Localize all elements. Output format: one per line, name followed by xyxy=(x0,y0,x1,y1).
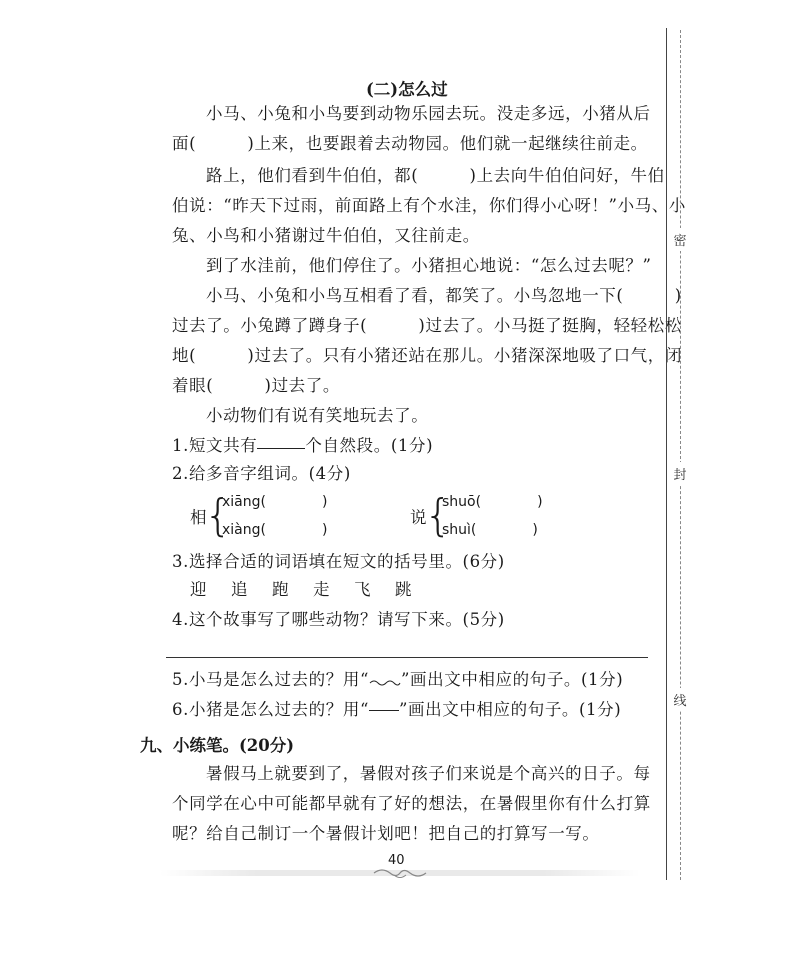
binding-label-xian: 线 xyxy=(672,688,688,711)
question-2: 2.给多音字组词。(4分) xyxy=(172,464,351,483)
passage-line: 伯说：“昨天下过雨，前面路上有个水洼，你们得小心呀！”小马、小 xyxy=(172,196,686,215)
ornament-icon xyxy=(372,866,428,880)
question-5: 5.小马是怎么过去的？用“ ”画出文中相应的句子。(1分) xyxy=(172,670,624,689)
passage-line: 路上，他们看到牛伯伯，都( )上去向牛伯伯问好，牛伯 xyxy=(206,166,665,185)
binding-label-mi: 密 xyxy=(672,228,688,251)
worksheet-page: (二)怎么过 小马、小兔和小鸟要到动物乐园去玩。没走多远，小猪从后 面( )上来，也要跟着去动物园。他们就一起继续往前走。 路上，他们看到牛伯伯，都( )上去向牛伯伯问好，牛伯 伯说：“昨天下过雨，前面路上有个水洼，你们得小心呀！”小马、小 兔、小鸟和小猪谢过牛伯伯，又往前走。 到了水洼前，他们停住了。小猪担心地说：“怎么过去呢？” 小马、小兔和小鸟互相看了看，都笑了。小鸟忽地一下( ) 过去了。小兔蹲了蹲身子( )过去了。小马挺了挺胸，轻轻松松 地( )过去了。只有小猪还站在那儿。小猪深深地吸了口气，闭 着眼( )过去了。 小动物们有说有笑地玩去了。 1.短文共有 个自然段。(1分) 2.给多音字组词。(4分) 相 { xiāng( ) xiàng( ) 说 { shuō( ) shuì( ) 3.选择合适的词语填在短文的括号里。(6分) 迎 追 跑 走 飞 跳 4.这个故事写了哪些动物？请写下来。(5分) 5.小马是怎么过去的？用“ ”画出文中相应的句子。(1分) 6.小猪是怎么过去的？用“ ”画出文中相应的句子。(1分) 九、小练笔。(20分) 暑假马上就要到了，暑假对孩子们来说是个高兴的日子。每 个同学在心中可能都早就有了好的想法，在暑假里你有什么打算 呢？给自己制订一个暑假计划吧！把自己的打算写一写。 密 封 线 40 xyxy=(0,0,800,977)
pinyin-shui[interactable]: shuì( ) xyxy=(442,522,538,538)
brace-icon: { xyxy=(424,490,452,541)
binding-label-feng: 封 xyxy=(672,462,688,485)
question-4: 4.这个故事写了哪些动物？请写下来。(5分) xyxy=(172,610,505,629)
passage-line: 过去了。小兔蹲了蹲身子( )过去了。小马挺了挺胸，轻轻松松 xyxy=(172,316,682,335)
passage-line: 小马、小兔和小鸟要到动物乐园去玩。没走多远，小猪从后 xyxy=(206,104,651,123)
writing-prompt-line: 呢？给自己制订一个暑假计划吧！把自己的打算写一写。 xyxy=(172,824,600,843)
passage-line: 着眼( )过去了。 xyxy=(172,376,340,395)
pinyin-xiang-1[interactable]: xiāng( ) xyxy=(222,494,328,510)
writing-prompt-line: 暑假马上就要到了，暑假对孩子们来说是个高兴的日子。每 xyxy=(206,764,651,783)
page-number: 40 xyxy=(388,853,405,868)
passage-line: 小动物们有说有笑地玩去了。 xyxy=(206,406,429,425)
word-choices: 迎 追 跑 走 飞 跳 xyxy=(190,580,416,599)
answer-line[interactable] xyxy=(166,657,648,658)
question-6: 6.小猪是怎么过去的？用“ ”画出文中相应的句子。(1分) xyxy=(172,700,622,719)
writing-prompt-line: 个同学在心中可能都早就有了好的想法，在暑假里你有什么打算 xyxy=(172,794,651,813)
polyphone-char-xiang: 相 xyxy=(190,508,207,527)
wavy-line-icon xyxy=(369,679,401,687)
question-1: 1.短文共有 个自然段。(1分) xyxy=(172,436,434,455)
binding-line-dashed xyxy=(680,30,681,880)
section-9-heading: 九、小练笔。(20分) xyxy=(140,736,295,755)
question-3: 3.选择合适的词语填在短文的括号里。(6分) xyxy=(172,552,505,571)
binding-line-solid xyxy=(666,28,667,880)
passage-line: 面( )上来，也要跟着去动物园。他们就一起继续往前走。 xyxy=(172,134,648,153)
pinyin-xiang-2[interactable]: xiàng( ) xyxy=(222,522,328,538)
passage-line: 地( )过去了。只有小猪还站在那儿。小猪深深地吸了口气，闭 xyxy=(172,346,682,365)
pinyin-shuo[interactable]: shuō( ) xyxy=(442,494,543,510)
brace-icon: { xyxy=(204,490,232,541)
passage-line: 小马、小兔和小鸟互相看了看，都笑了。小鸟忽地一下( ) xyxy=(206,286,682,305)
straight-line-icon xyxy=(369,700,399,711)
passage-line: 兔、小鸟和小猪谢过牛伯伯，又往前走。 xyxy=(172,226,480,245)
passage-line: 到了水洼前，他们停住了。小猪担心地说：“怎么过去呢？” xyxy=(206,256,652,275)
polyphone-char-shuo: 说 xyxy=(410,508,427,527)
answer-blank[interactable] xyxy=(257,447,305,449)
